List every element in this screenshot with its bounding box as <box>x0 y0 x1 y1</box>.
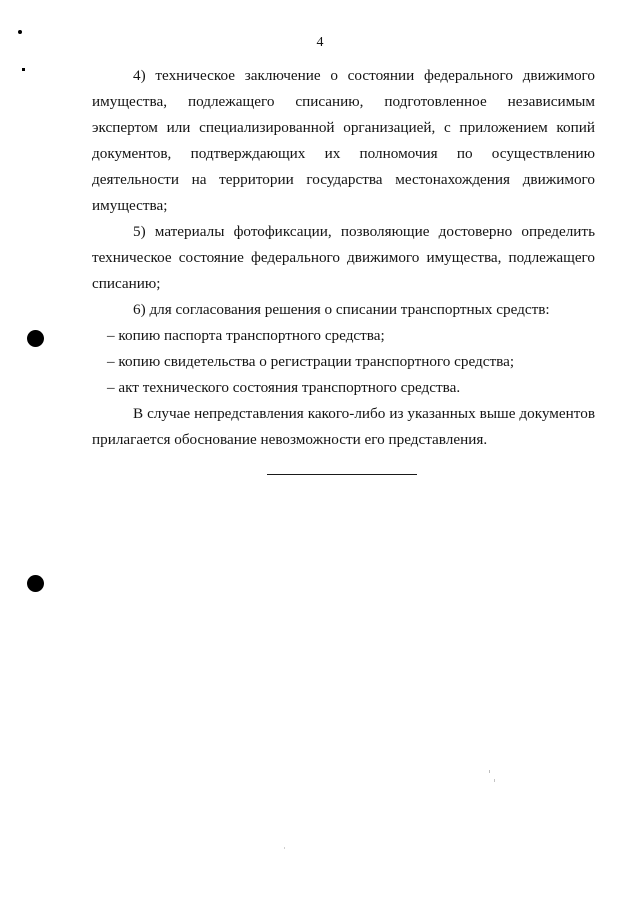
scan-speck <box>489 770 490 773</box>
end-separator-line <box>267 474 417 475</box>
scan-speck <box>284 847 285 849</box>
list-item-6: 6) для согласования решения о списании транспортных средств: <box>133 301 550 318</box>
scan-speck <box>22 68 25 71</box>
sub-item-condition-act: – акт технического состояния транспортного средства. <box>107 379 461 396</box>
scan-speck <box>18 30 22 34</box>
scan-speck <box>494 779 495 782</box>
sub-item-registration-copy: – копию свидетельства о регистрации транспортного средства; <box>107 353 515 370</box>
punch-hole-mark <box>27 575 44 592</box>
list-item-4: 4) техническое заключение о состоянии федерального движимого имущества, подлежащего списанию, подготовленное независимым экспертом или специализированной организацией, с приложением копий документов, подтверждающих их полномочия по осуществлению деятельности на территории государства местонахождения движимого имущества; <box>92 67 595 214</box>
list-item-5: 5) материалы фотофиксации, позволяющие достоверно определить техническое состояние федерального движимого имущества, подлежащего списанию; <box>92 223 595 292</box>
page-number: 4 <box>316 35 324 50</box>
document-body <box>92 63 595 453</box>
closing-paragraph: В случае непредставления какого-либо из указанных выше документов прилагается обоснование невозможности его представления. <box>92 405 595 448</box>
sub-item-passport-copy: – копию паспорта транспортного средства; <box>107 327 385 344</box>
punch-hole-mark <box>27 330 44 347</box>
